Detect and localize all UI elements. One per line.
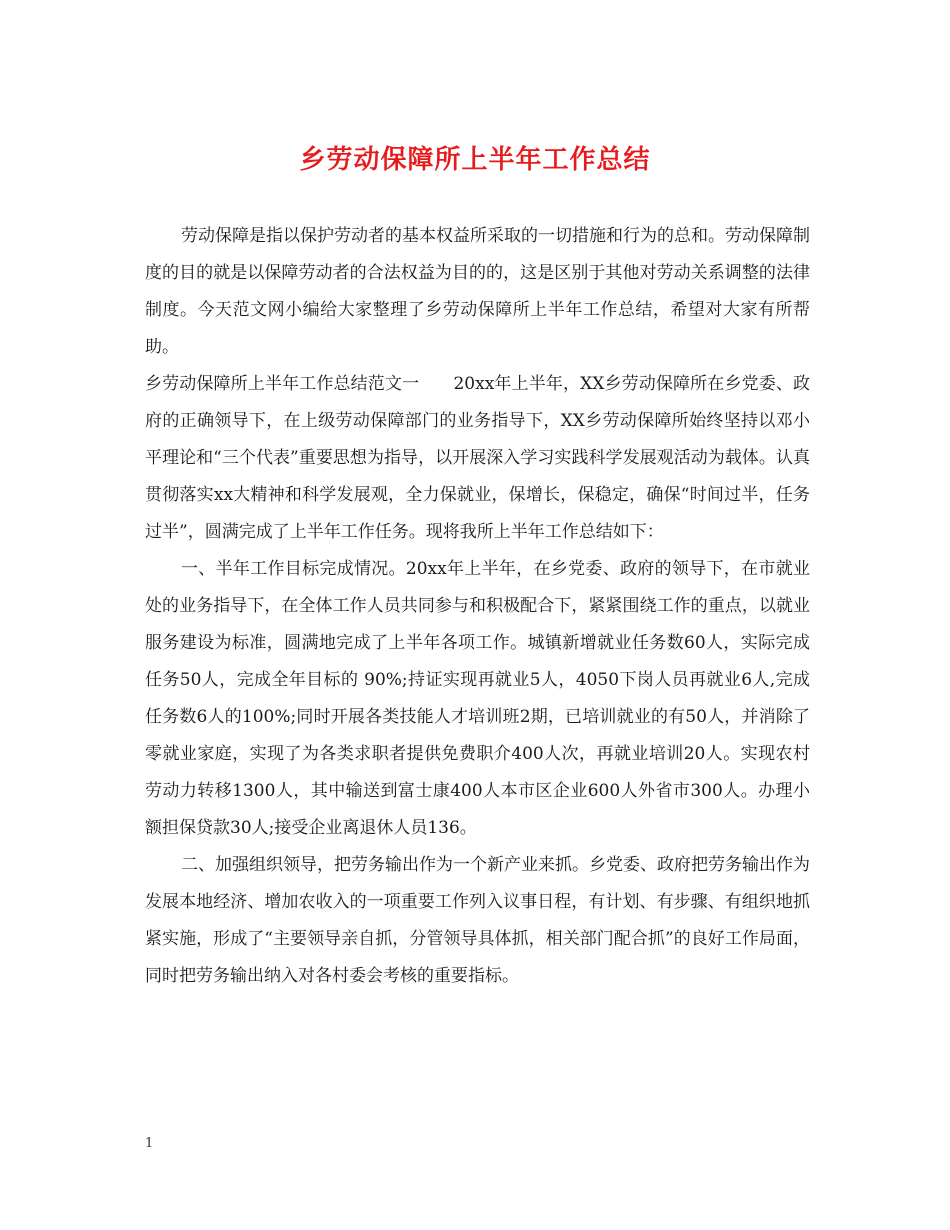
paragraph-intro: 劳动保障是指以保护劳动者的基本权益所采取的一切措施和行为的总和。劳动保障制度的目的就是以保障劳动者的合法权益为目的的，这是区别于其他对劳动关系调整的法律制度。今天范文网小编给大家整理了乡劳动保障所上半年工作总结，希望对大家有所帮助。 (145, 226, 810, 357)
paragraph-section-two: 二、加强组织领导，把劳务输出作为一个新产业来抓。乡党委、政府把劳务输出作为发展本地经济、增加农收入的一项重要工作列入议事日程，有计划、有步骤、有组织地抓紧实施，形成了“主要领导亲自抓，分管领导具体抓，相关部门配合抓”的良好工作局面，同时把劳务输出纳入对各村委会考核的重要指标。 (145, 855, 810, 986)
document-body (145, 218, 810, 995)
page-number: 1 (145, 1136, 154, 1151)
paragraph-section-one: 一、半年工作目标完成情况。20xx年上半年，在乡党委、政府的领导下，在市就业处的业务指导下，在全体工作人员共同参与和积极配合下，紧紧围绕工作的重点，以就业服务建设为标准，圆满地完成了上半年各项工作。城镇新增就业任务数60人，实际完成任务50人，完成全年目标的 90%;持证实现再就业5人，4050下岗人员再就业6人,完成任务数6人的100%;同时开展各类技能人才培训班2期，已培训就业的有50人，并消除了零就业家庭，实现了为各类求职者提供免费职介400人次，再就业培训20人。实现农村劳动力转移1300人，其中输送到富士康400人本市区企业600人外省市300人。办理小额担保贷款30人;接受企业离退休人员136。 (145, 559, 810, 838)
document-title: 乡劳动保障所上半年工作总结 (299, 145, 651, 175)
paragraph-sample-one: 乡劳动保障所上半年工作总结范文一 20xx年上半年，XX乡劳动保障所在乡党委、政府的正确领导下，在上级劳动保障部门的业务指导下，XX乡劳动保障所始终坚持以邓小平理论和“三个代表”重要思想为指导，以开展深入学习实践科学发展观活动为载体。认真贯彻落实xx大精神和科学发展观，全力保就业，保增长，保稳定，确保“时间过半，任务过半”，圆满完成了上半年工作任务。现将我所上半年工作总结如下： (145, 374, 810, 542)
